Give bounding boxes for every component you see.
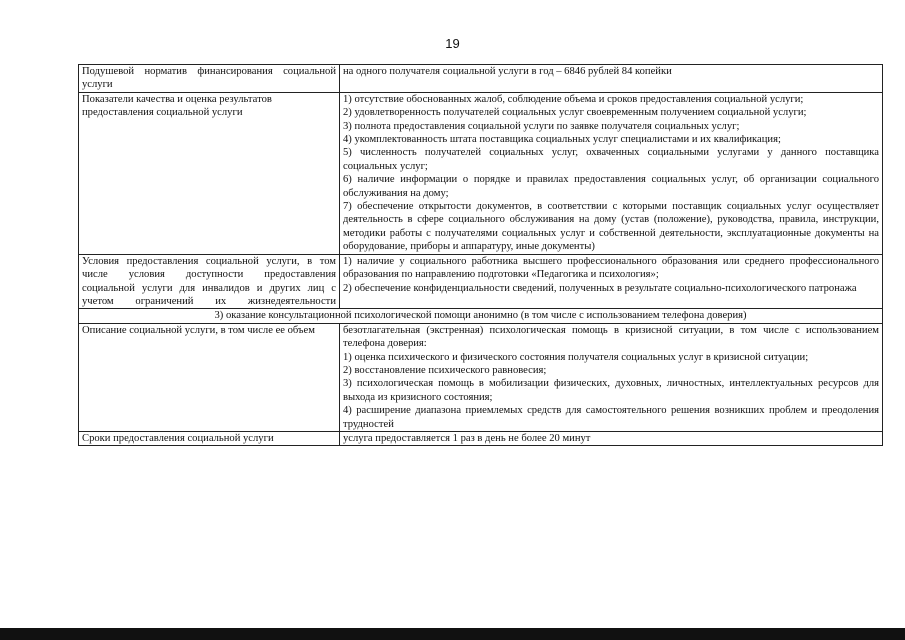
- list-item: 4) расширение диапазона приемлемых средств для самостоятельного решения возникших проблем и преодоления трудностей: [343, 405, 879, 430]
- table-row-terms: [79, 431, 883, 445]
- list-item: 4) укомплектованность штата поставщика социальных услуг специалистами и их квалификация;: [343, 134, 781, 146]
- table-row-funding: [79, 65, 883, 93]
- funding-label: Подушевой норматив финансирования социальной услуги: [79, 65, 340, 93]
- table-row-section: [79, 309, 883, 323]
- list-item: 1) наличие у социального работника высшего профессионального образования или среднего профессионального образования по направлению подготовки «Педагогика и психология»;: [343, 255, 879, 281]
- description-items: [340, 323, 883, 431]
- list-item: безотлагательная (экстренная) психологическая помощь в кризисной ситуации, в том числе с использованием телефона доверия:: [343, 324, 879, 350]
- list-item: 1) оценка психического и физического состояния получателя социальных услуг в кризисной ситуации;: [343, 351, 809, 363]
- terms-label: Сроки предоставления социальной услуги: [79, 431, 340, 445]
- quality-label: Показатели качества и оценка результатов предоставления социальной услуги: [79, 92, 340, 254]
- page-number: 19: [445, 36, 460, 51]
- terms-value: услуга предоставляется 1 раз в день не более 20 минут: [340, 431, 883, 445]
- bottom-border: [0, 628, 905, 640]
- conditions-items: [340, 254, 883, 309]
- list-item: 3) психологическая помощь в мобилизации физических, духовных, личностных, интеллектуальных ресурсов для выхода из кризисного состояния;: [343, 378, 879, 403]
- table-row-conditions: [79, 254, 883, 309]
- quality-items: [340, 92, 883, 254]
- description-label: Описание социальной услуги, в том числе ее объем: [79, 323, 340, 431]
- list-item: 7) обеспечение открытости документов, в соответствии с которыми поставщик социальных услуг осуществляет деятельность в сфере социального обслуживания на дому (устав (положение), руководства, правила, инструкции, методики работы с получателями социальных услуг и собственной деятельности, эксплуатационные документы на оборудование, приборы и аппаратуру, иные документы): [343, 201, 879, 253]
- table-row-description: [79, 323, 883, 431]
- conditions-label: Условия предоставления социальной услуги, в том числе условия доступности предоставления социальной услуги для инвалидов и других лиц с учетом ограничений их жизнедеятельности: [79, 254, 340, 309]
- list-item: 3) полнота предоставления социальной услуги по заявке получателя социальных услуг;: [343, 120, 740, 132]
- services-table: [78, 64, 883, 446]
- list-item: 5) численность получателей социальных услуг, охваченных социальными услугами у данного поставщика социальных услуг;: [343, 147, 879, 172]
- list-item: 6) наличие информации о порядке и правилах предоставления социальных услуг, об организации социального обслуживания на дому;: [343, 174, 879, 199]
- table-row-quality: [79, 92, 883, 254]
- section-heading: 3) оказание консультационной психологической помощи анонимно (в том числе с использованием телефона доверия): [79, 309, 883, 323]
- funding-value: на одного получателя социальной услуги в год – 6846 рублей 84 копейки: [340, 65, 883, 93]
- list-item: 2) восстановление психического равновесия;: [343, 364, 547, 376]
- list-item: 2) удовлетворенность получателей социальных услуг своевременным получением социальной услуги;: [343, 107, 807, 119]
- list-item: 2) обеспечение конфиденциальности сведений, полученных в результате социально-психологического патронажа: [343, 282, 857, 294]
- list-item: 1) отсутствие обоснованных жалоб, соблюдение объема и сроков предоставления социальной услуги;: [343, 93, 804, 105]
